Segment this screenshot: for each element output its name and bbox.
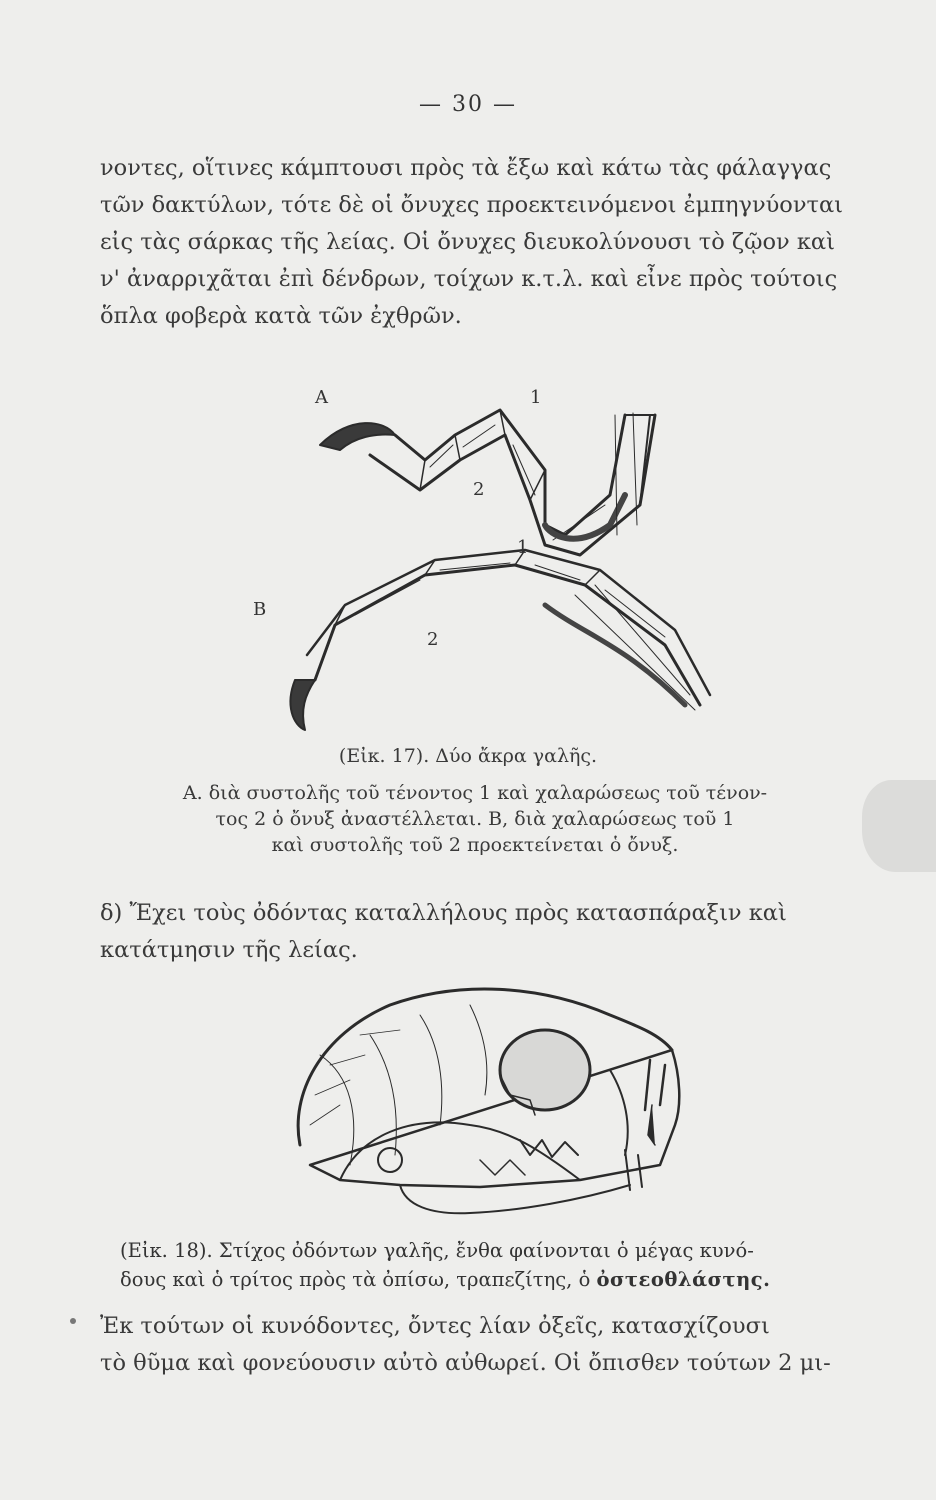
cat-skull-illustration (280, 975, 700, 1225)
text-line: νοντες, οἵτινες κάμπτουσι πρὸς τὰ ἔξω καὶ κάτω τὰς φάλαγγας (100, 155, 832, 181)
paragraph-claws (100, 150, 880, 335)
text-line: εἰς τὰς σάρκας τῆς λείας. Οἱ ὄνυχες διευκολύνουσι τὸ ζῷον καὶ (100, 229, 835, 255)
legend-line: τος 2 ὁ ὄνυξ ἀναστέλλεται. Β, διὰ χαλαρώσεως τοῦ 1 (215, 808, 735, 830)
text-line: Ἐκ τούτων οἱ κυνόδοντες, ὄντες λίαν ὀξεῖς, κατασχίζουσι (100, 1313, 770, 1339)
paragraph-canines (100, 1308, 880, 1382)
caption-line (120, 1265, 880, 1294)
paragraph-teeth (100, 895, 880, 969)
label-1-bottom: 1 (517, 537, 529, 558)
label-1-top: 1 (530, 387, 542, 408)
page-smudge (862, 780, 936, 872)
label-a: A (315, 387, 328, 408)
label-b: B (253, 599, 267, 620)
text-line: δ) Ἔχει τοὺς ὀδόντας καταλλήλους πρὸς κατασπάραξιν καὶ (100, 900, 787, 926)
margin-dot (70, 1318, 76, 1324)
caption-bold-term: ὀστεοθλάστης. (596, 1268, 771, 1291)
page-number: — 30 — (419, 92, 517, 117)
text-line: ν' ἀναρριχᾶται ἐπὶ δένδρων, τοίχων κ.τ.λ. καὶ εἶνε πρὸς τούτοις (100, 266, 838, 292)
legend-line: καὶ συστολῆς τοῦ 2 προεκτείνεται ὁ ὄνυξ. (271, 834, 679, 856)
figure-17-legend (150, 780, 800, 858)
figure-17-caption: (Εἰκ. 17). Δύο ἄκρα γαλῆς. (338, 745, 598, 767)
text-line: ὅπλα φοβερὰ κατὰ τῶν ἐχθρῶν. (100, 303, 462, 329)
text-line: κατάτμησιν τῆς λείας. (100, 937, 358, 963)
label-2-bottom: 2 (427, 629, 439, 650)
legend-line: Α. διὰ συστολῆς τοῦ τένοντος 1 καὶ χαλαρώσεως τοῦ τένον- (182, 782, 768, 804)
caption-line: (Εἰκ. 18). Στίχος ὀδόντων γαλῆς, ἔνθα φαίνονται ὁ μέγας κυνό- (120, 1239, 754, 1262)
caption-line-text: δους καὶ ὁ τρίτος πρὸς τὰ ὀπίσω, τραπεζίτης, ὁ (120, 1268, 591, 1291)
text-line: τὸ θῦμα καὶ φονεύουσιν αὐτὸ αὐθωρεί. Οἱ ὄπισθεν τούτων 2 μι- (100, 1350, 831, 1376)
text-line: τῶν δακτύλων, τότε δὲ οἱ ὄνυχες προεκτεινόμενοι ἐμπηγνύονται (100, 192, 843, 218)
cat-paws-illustration (245, 375, 720, 745)
figure-18-caption (120, 1236, 880, 1294)
label-2-top: 2 (473, 479, 485, 500)
